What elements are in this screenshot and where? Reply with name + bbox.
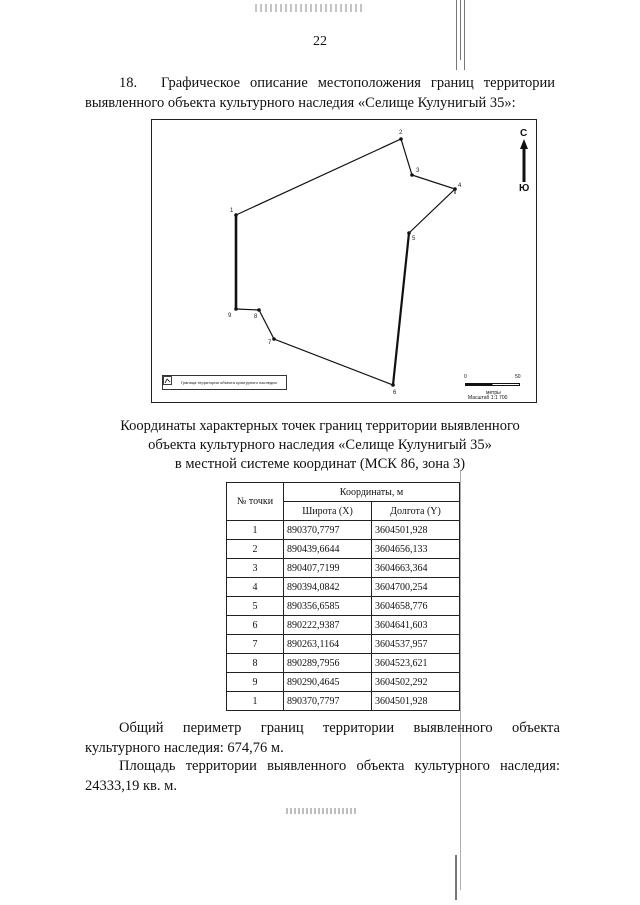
table-title-line: Координаты характерных точек границ территории выявленного [120, 418, 520, 434]
cell-x: 890263,1164 [284, 635, 372, 654]
header-x: Широта (X) [284, 502, 372, 521]
cell-y: 3604501,928 [372, 692, 460, 711]
cell-point: 7 [227, 635, 284, 654]
cell-x: 890222,9387 [284, 616, 372, 635]
boundary-polygon [236, 139, 455, 385]
vertex-2 [399, 130, 403, 141]
scan-line [460, 470, 461, 890]
svg-text:6: 6 [393, 390, 397, 396]
section-heading [85, 73, 555, 113]
cell-y: 3604537,957 [372, 635, 460, 654]
table-row [227, 673, 460, 692]
vertex-4 [453, 183, 462, 191]
svg-text:3: 3 [416, 168, 420, 174]
cell-y: 3604658,776 [372, 597, 460, 616]
map-legend [162, 375, 287, 390]
table-row [227, 521, 460, 540]
boundary-map [151, 119, 537, 403]
cell-point: 5 [227, 597, 284, 616]
vertex-1 [230, 208, 238, 217]
header-coords: Координаты, м [284, 483, 460, 502]
svg-text:5: 5 [412, 236, 416, 242]
cell-y: 3604523,621 [372, 654, 460, 673]
cell-x: 890439,6644 [284, 540, 372, 559]
boundary-segment-east [393, 233, 409, 385]
legend-symbol-icon [163, 376, 172, 385]
vertex-7 [268, 337, 276, 346]
scale-zero: 0 [464, 374, 467, 380]
perimeter-text: Общий периметр границ территории выявленного объекта культурного наследия: 674,76 м. [85, 720, 560, 756]
vertex-6 [391, 383, 397, 396]
table-title [80, 417, 560, 474]
table-title-line: объекта культурного наследия «Селище Кулунигый 35» [148, 437, 492, 453]
cell-point: 6 [227, 616, 284, 635]
scan-line [460, 0, 461, 60]
cell-y: 3604700,254 [372, 578, 460, 597]
cell-x: 890290,4645 [284, 673, 372, 692]
cell-x: 890394,0842 [284, 578, 372, 597]
section-number: 18. [119, 75, 138, 91]
cell-point: 1 [227, 521, 284, 540]
svg-text:2: 2 [399, 130, 403, 136]
cell-y: 3604501,928 [372, 521, 460, 540]
table-row [227, 616, 460, 635]
scale-bar [465, 383, 520, 386]
cell-x: 890356,6585 [284, 597, 372, 616]
cell-point: 4 [227, 578, 284, 597]
cell-y: 3604656,133 [372, 540, 460, 559]
boundary-map-drawing [152, 120, 538, 404]
scale-max: 50 [515, 374, 521, 380]
scan-line [455, 855, 457, 900]
cell-point: 3 [227, 559, 284, 578]
coordinates-table [226, 482, 460, 711]
cell-y: 3604663,364 [372, 559, 460, 578]
scale-ratio: Масштаб 1:1 700 [468, 395, 508, 401]
cell-x: 890407,7199 [284, 559, 372, 578]
cell-point: 9 [227, 673, 284, 692]
svg-text:7: 7 [268, 340, 272, 346]
cell-point: 1 [227, 692, 284, 711]
table-row [227, 654, 460, 673]
vertex-9 [228, 307, 238, 319]
table-row [227, 559, 460, 578]
cell-x: 890289,7956 [284, 654, 372, 673]
scale-unit: метры [486, 390, 501, 396]
table-row [227, 635, 460, 654]
svg-text:8: 8 [254, 314, 258, 320]
header-y: Долгота (Y) [372, 502, 460, 521]
svg-text:1: 1 [230, 208, 234, 214]
south-label: Ю [519, 183, 530, 194]
scan-artifact [255, 4, 365, 12]
table-row [227, 597, 460, 616]
section-text: Графическое описание местоположения границ территории выявленного объекта культурного наследия «Селище Кулунигый 35»: [85, 75, 555, 111]
header-point: № точки [227, 483, 284, 521]
table-title-line: в местной системе координат (МСК 86, зона 3) [174, 456, 466, 472]
legend-text: Граница территории объекта культурного наследия [181, 380, 277, 385]
area-text: Площадь территории выявленного объекта культурного наследия: 24333,19 кв. м. [85, 758, 560, 794]
cell-point: 8 [227, 654, 284, 673]
svg-text:4: 4 [458, 183, 462, 189]
north-label: С [520, 128, 528, 139]
cell-point: 2 [227, 540, 284, 559]
svg-text:9: 9 [228, 313, 232, 319]
cell-x: 890370,7797 [284, 521, 372, 540]
page-number: 22 [313, 34, 327, 49]
table-row [227, 692, 460, 711]
cell-y: 3604641,603 [372, 616, 460, 635]
cell-x: 890370,7797 [284, 692, 372, 711]
table-row [227, 540, 460, 559]
scan-artifact [286, 808, 356, 814]
cell-y: 3604502,292 [372, 673, 460, 692]
north-arrow-icon [520, 139, 528, 182]
table-row [227, 578, 460, 597]
